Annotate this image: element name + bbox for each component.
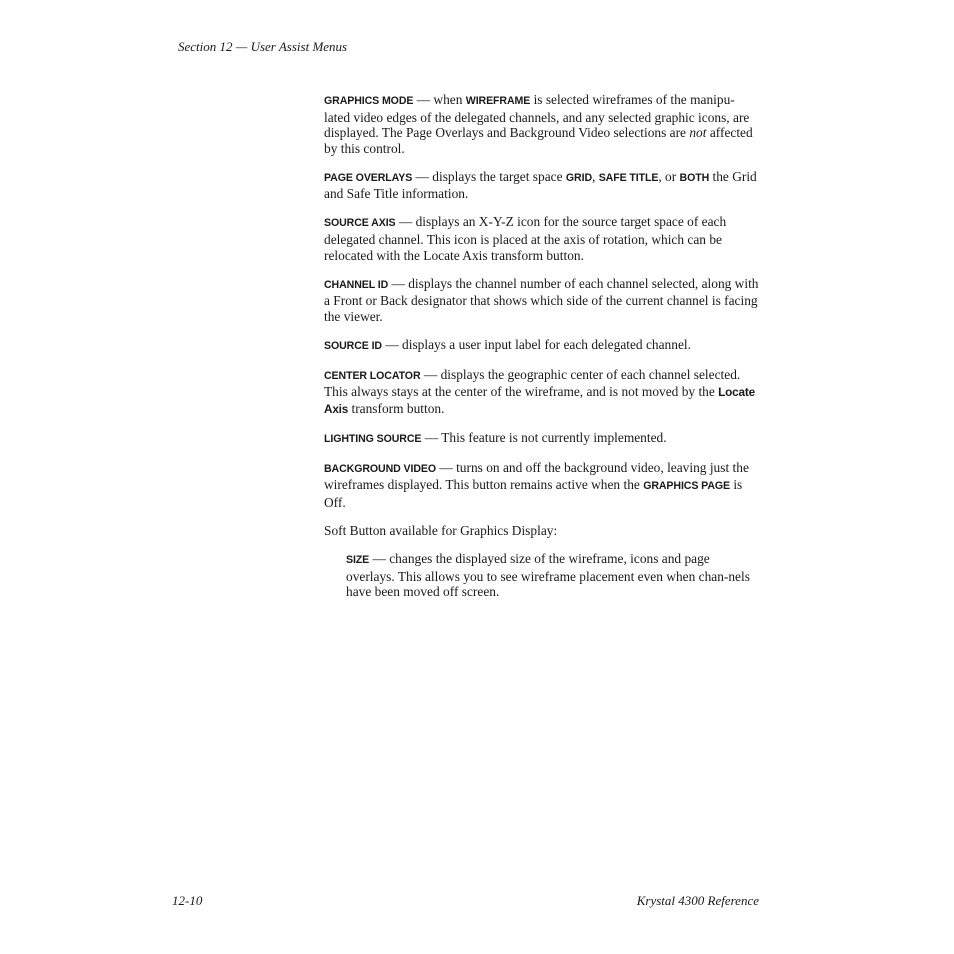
- center-locator-term: CENTER LOCATOR: [324, 369, 421, 382]
- running-head: Section 12 — User Assist Menus: [178, 39, 348, 54]
- source-id-text: — displays a user input label for each delegated channel.: [381, 336, 691, 352]
- page-overlays-text-3: , or: [658, 168, 680, 184]
- center-locator-paragraph: [324, 367, 760, 418]
- page-number: 12-10: [172, 893, 203, 908]
- lighting-source-text: — This feature is not currently implemented.: [421, 429, 667, 445]
- source-axis-term: SOURCE AXIS: [324, 217, 396, 230]
- source-id-paragraph: [324, 337, 760, 355]
- channel-id-text: — displays the channel number of each channel selected, along with a Front or Back designator that shows which side of the current channel is facing the viewer.: [324, 275, 759, 324]
- center-locator-text-1: — displays the geographic center of each channel selected. This always stays at the center of the wireframe, and is not moved by the: [324, 366, 741, 400]
- lighting-source-paragraph: [324, 430, 760, 448]
- source-axis-text: — displays an X-Y-Z icon for the source target space of each delegated channel. This icon is placed at the axis of rotation, which can be relocated with the Locate Axis transform button.: [324, 214, 727, 263]
- background-video-paragraph: [324, 460, 760, 511]
- wireframe-term: WIREFRAME: [465, 95, 531, 107]
- size-paragraph: [346, 551, 760, 600]
- source-axis-paragraph: [324, 214, 760, 263]
- graphics-mode-text-1: — when: [413, 92, 466, 107]
- graphics-mode-text-2: is selected wireframes of the manipu-lated video edges of the delegated channels, and any selected graphic icons, are displayed. The Page Overlays and Background Video selections are: [324, 92, 750, 141]
- graphics-page-term: GRAPHICS PAGE: [643, 480, 730, 493]
- page-overlays-text-4: the Grid and Safe Title information.: [324, 168, 757, 202]
- lighting-source-term: LIGHTING SOURCE: [324, 432, 422, 445]
- safe-title-term: SAFE TITLE: [598, 171, 659, 184]
- graphics-mode-text-3: affected by this control.: [324, 125, 753, 156]
- background-video-term: BACKGROUND VIDEO: [324, 462, 436, 475]
- grid-term: GRID: [565, 171, 592, 184]
- graphics-mode-term: GRAPHICS MODE: [324, 95, 414, 107]
- graphics-mode-emphasis: not: [689, 125, 707, 141]
- page-overlays-text-2: ,: [592, 168, 599, 184]
- locate-axis-term: Locate Axis: [324, 385, 755, 416]
- center-locator-text-2: transform button.: [348, 400, 445, 416]
- size-term: SIZE: [346, 553, 370, 566]
- page-overlays-text-1: — displays the target space: [412, 168, 566, 184]
- body-text: [324, 92, 760, 612]
- source-id-term: SOURCE ID: [324, 339, 382, 352]
- channel-id-term: CHANNEL ID: [324, 278, 389, 291]
- background-video-text-2: is Off.: [324, 477, 743, 511]
- book-title: Krystal 4300 Reference: [636, 893, 759, 908]
- background-video-text-1: — turns on and off the background video, leaving just the wireframes displayed. This button remains active when the: [324, 459, 749, 493]
- channel-id-paragraph: [324, 276, 760, 325]
- page-overlays-paragraph: [324, 169, 760, 202]
- graphics-mode-paragraph: [324, 92, 760, 156]
- size-text: — changes the displayed size of the wireframe, icons and page overlays. This allows you to see wireframe placement even when chan-nels have been moved off screen.: [346, 550, 750, 600]
- both-term: BOTH: [679, 171, 710, 184]
- page-overlays-term: PAGE OVERLAYS: [324, 171, 413, 184]
- soft-button-intro: [324, 523, 760, 539]
- soft-button-intro-text: Soft Button available for Graphics Display:: [324, 523, 558, 538]
